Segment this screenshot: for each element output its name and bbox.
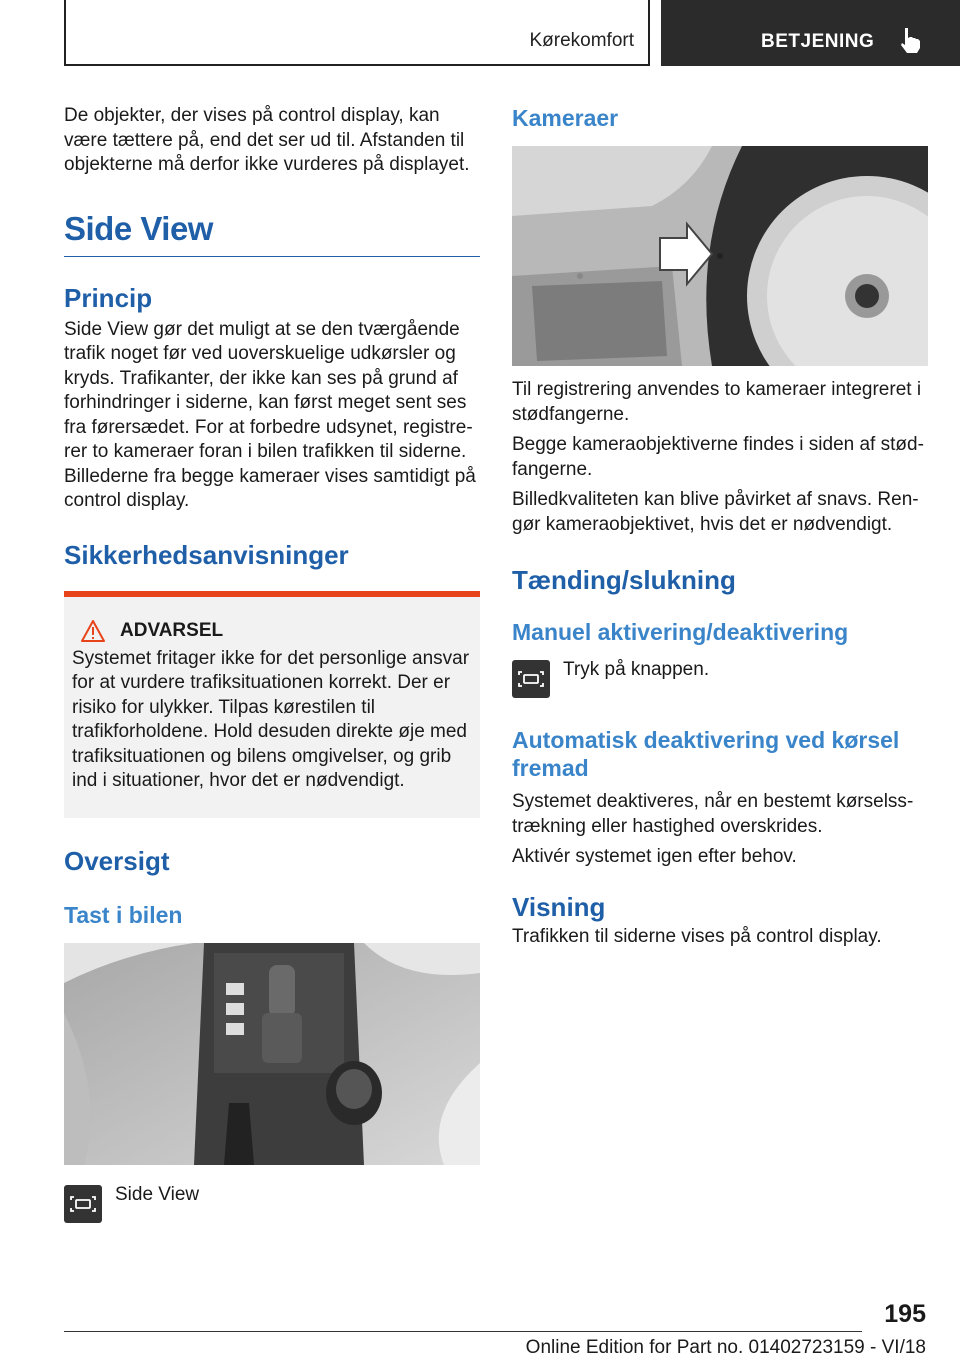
visning-paragraph: Trafikken til siderne vises på control display.: [512, 925, 882, 947]
edition-footer: Online Edition for Part no. 01402723159 - VI/18: [525, 1337, 926, 1358]
auto-heading: Automatisk deaktivering ved kørsel fremad: [512, 727, 900, 781]
side-view-camera-icon: [516, 670, 546, 688]
section-title: BETJENING: [761, 31, 875, 52]
page-header: [0, 0, 960, 66]
oversigt-heading: Oversigt: [64, 845, 170, 876]
footer-divider: [64, 1331, 862, 1332]
header-section-box: [661, 0, 960, 66]
manuel-side-view-button[interactable]: [512, 660, 550, 698]
manuel-heading: Manuel aktivering/deaktivering: [512, 619, 849, 645]
page-title: Side View: [64, 210, 480, 257]
chapter-title: Kørekomfort: [529, 30, 634, 51]
pointing-hand-icon: [897, 26, 923, 54]
manuel-button-row: [512, 660, 928, 698]
kameraer-paragraph-3: Billedkvaliteten kan blive påvirket af snavs. Rengør kameraobjektivet, hvis det er nødvendigt.: [512, 489, 919, 535]
side-view-button-label: Side View: [115, 1183, 200, 1205]
auto-paragraph-1: Systemet deaktiveres, når en bestemt kørselsstrækning eller hastighed overskrides.: [512, 791, 914, 837]
kameraer-paragraph-1: Til registrering anvendes to kameraer integreret i stødfangerne.: [512, 379, 922, 425]
warning-header: [80, 619, 472, 643]
warning-text: Systemet fritager ikke for det personlige ansvar for at vurdere trafiksituationen korrekt. Der er risiko for ulykker. Tilpas kørestilen til trafikforholdene. Hold desuden direkte øje med trafiksituationen og bilens omgivelser, og grib ind i situationer, hvor det er nødvendigt.: [72, 647, 470, 791]
side-view-button[interactable]: [64, 1185, 102, 1223]
auto-paragraph-2: Aktivér systemet igen efter behov.: [512, 846, 797, 867]
side-view-camera-icon: [68, 1195, 98, 1213]
manuel-button-label: Tryk på knappen.: [563, 659, 710, 680]
warning-box: [64, 591, 480, 818]
tast-heading: Tast i bilen: [64, 901, 183, 928]
intro-paragraph: De objekter, der vises på control display, kan være tættere på, end det ser ud til. Afstanden til objekterne må derfor ikke vurderes på displayet.: [64, 105, 470, 175]
safety-heading: Sikkerhedsanvisninger: [64, 539, 349, 570]
taending-heading: Tænding/slukning: [512, 565, 736, 595]
bumper-camera-photo: [512, 146, 928, 366]
princip-heading: Princip: [64, 282, 153, 313]
car-console-photo: [64, 943, 480, 1165]
princip-paragraph: Side View gør det muligt at se den tværgående trafik noget før ved uoverskuelige udkørsler og kryds. Trafikanter, der ikke kan ses på grund af forhindringer i siderne, kan først meget sent ses fra førersædet. For at forbedre udsynet, registrerer to kameraer foran i bilen trafikken til siderne. Billederne fra begge kameraer vises samtidigt på control display.: [64, 318, 476, 511]
warning-triangle-icon: [80, 619, 106, 643]
warning-label: ADVARSEL: [120, 619, 224, 641]
right-column: [512, 104, 928, 949]
left-column: [64, 104, 480, 1223]
side-view-button-row: [64, 1185, 480, 1223]
kameraer-heading: Kameraer: [512, 105, 619, 131]
page-number: 195: [884, 1300, 926, 1328]
kameraer-paragraph-2: Begge kameraobjektiverne findes i siden af stødfangerne.: [512, 434, 924, 480]
header-chapter-box: [64, 0, 650, 66]
visning-heading: Visning: [512, 891, 606, 922]
